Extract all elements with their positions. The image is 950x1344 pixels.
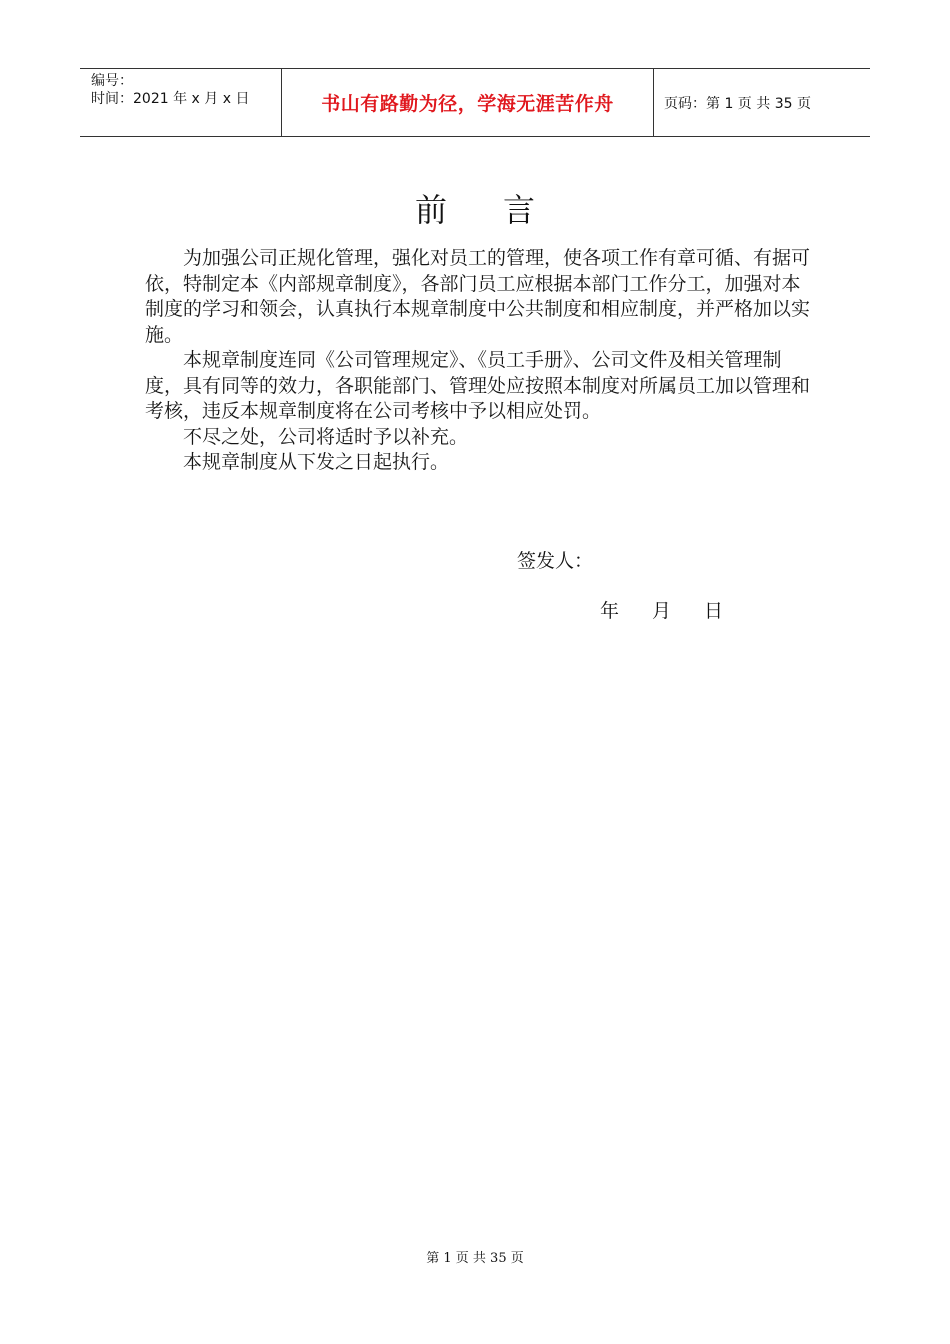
paragraph-3: 不尽之处，公司将适时予以补充。 (183, 425, 469, 448)
signer-label: 签发人： (517, 550, 594, 572)
date-month: 月 (652, 600, 672, 622)
title-char-1: 前 (414, 191, 447, 229)
header-page-info: 页码：第 1 页 共 35 页 (664, 95, 811, 112)
paragraph-1: 为加强公司正规化管理，强化对员工的管理，使各项工作有章可循、有据可依，特制定本《内部规章制度》，各部门员工应根据本部门工作分工，加强对本制度的学习和领会，认真执行本规章制度中公共制度和相应制度，并严格加以实施。 (145, 247, 811, 346)
paragraph-2: 本规章制度连同《公司管理规定》、《员工手册》、公司文件及相关管理制度，具有同等的效力，各职能部门、管理处应按照本制度对所属员工加以管理和考核，违反本规章制度将在公司考核中予以相应处罚。 (145, 349, 811, 422)
time-label: 时间：2021 年 x 月 x 日 (91, 91, 250, 107)
date-year: 年 (600, 600, 620, 622)
preface-body (145, 246, 811, 476)
header-motto: 书山有路勤为径，学海无涯苦作舟 (281, 69, 654, 136)
paragraph-4: 本规章制度从下发之日起执行。 (183, 451, 450, 473)
number-label: 编号： (91, 73, 133, 89)
signature-date (600, 596, 723, 623)
header-meta (80, 69, 281, 136)
date-day: 日 (704, 600, 724, 622)
document-header (80, 68, 870, 137)
title-char-2: 言 (503, 191, 536, 229)
page-footer: 第 1 页 共 35 页 (426, 1251, 524, 1266)
page-title (0, 186, 950, 234)
